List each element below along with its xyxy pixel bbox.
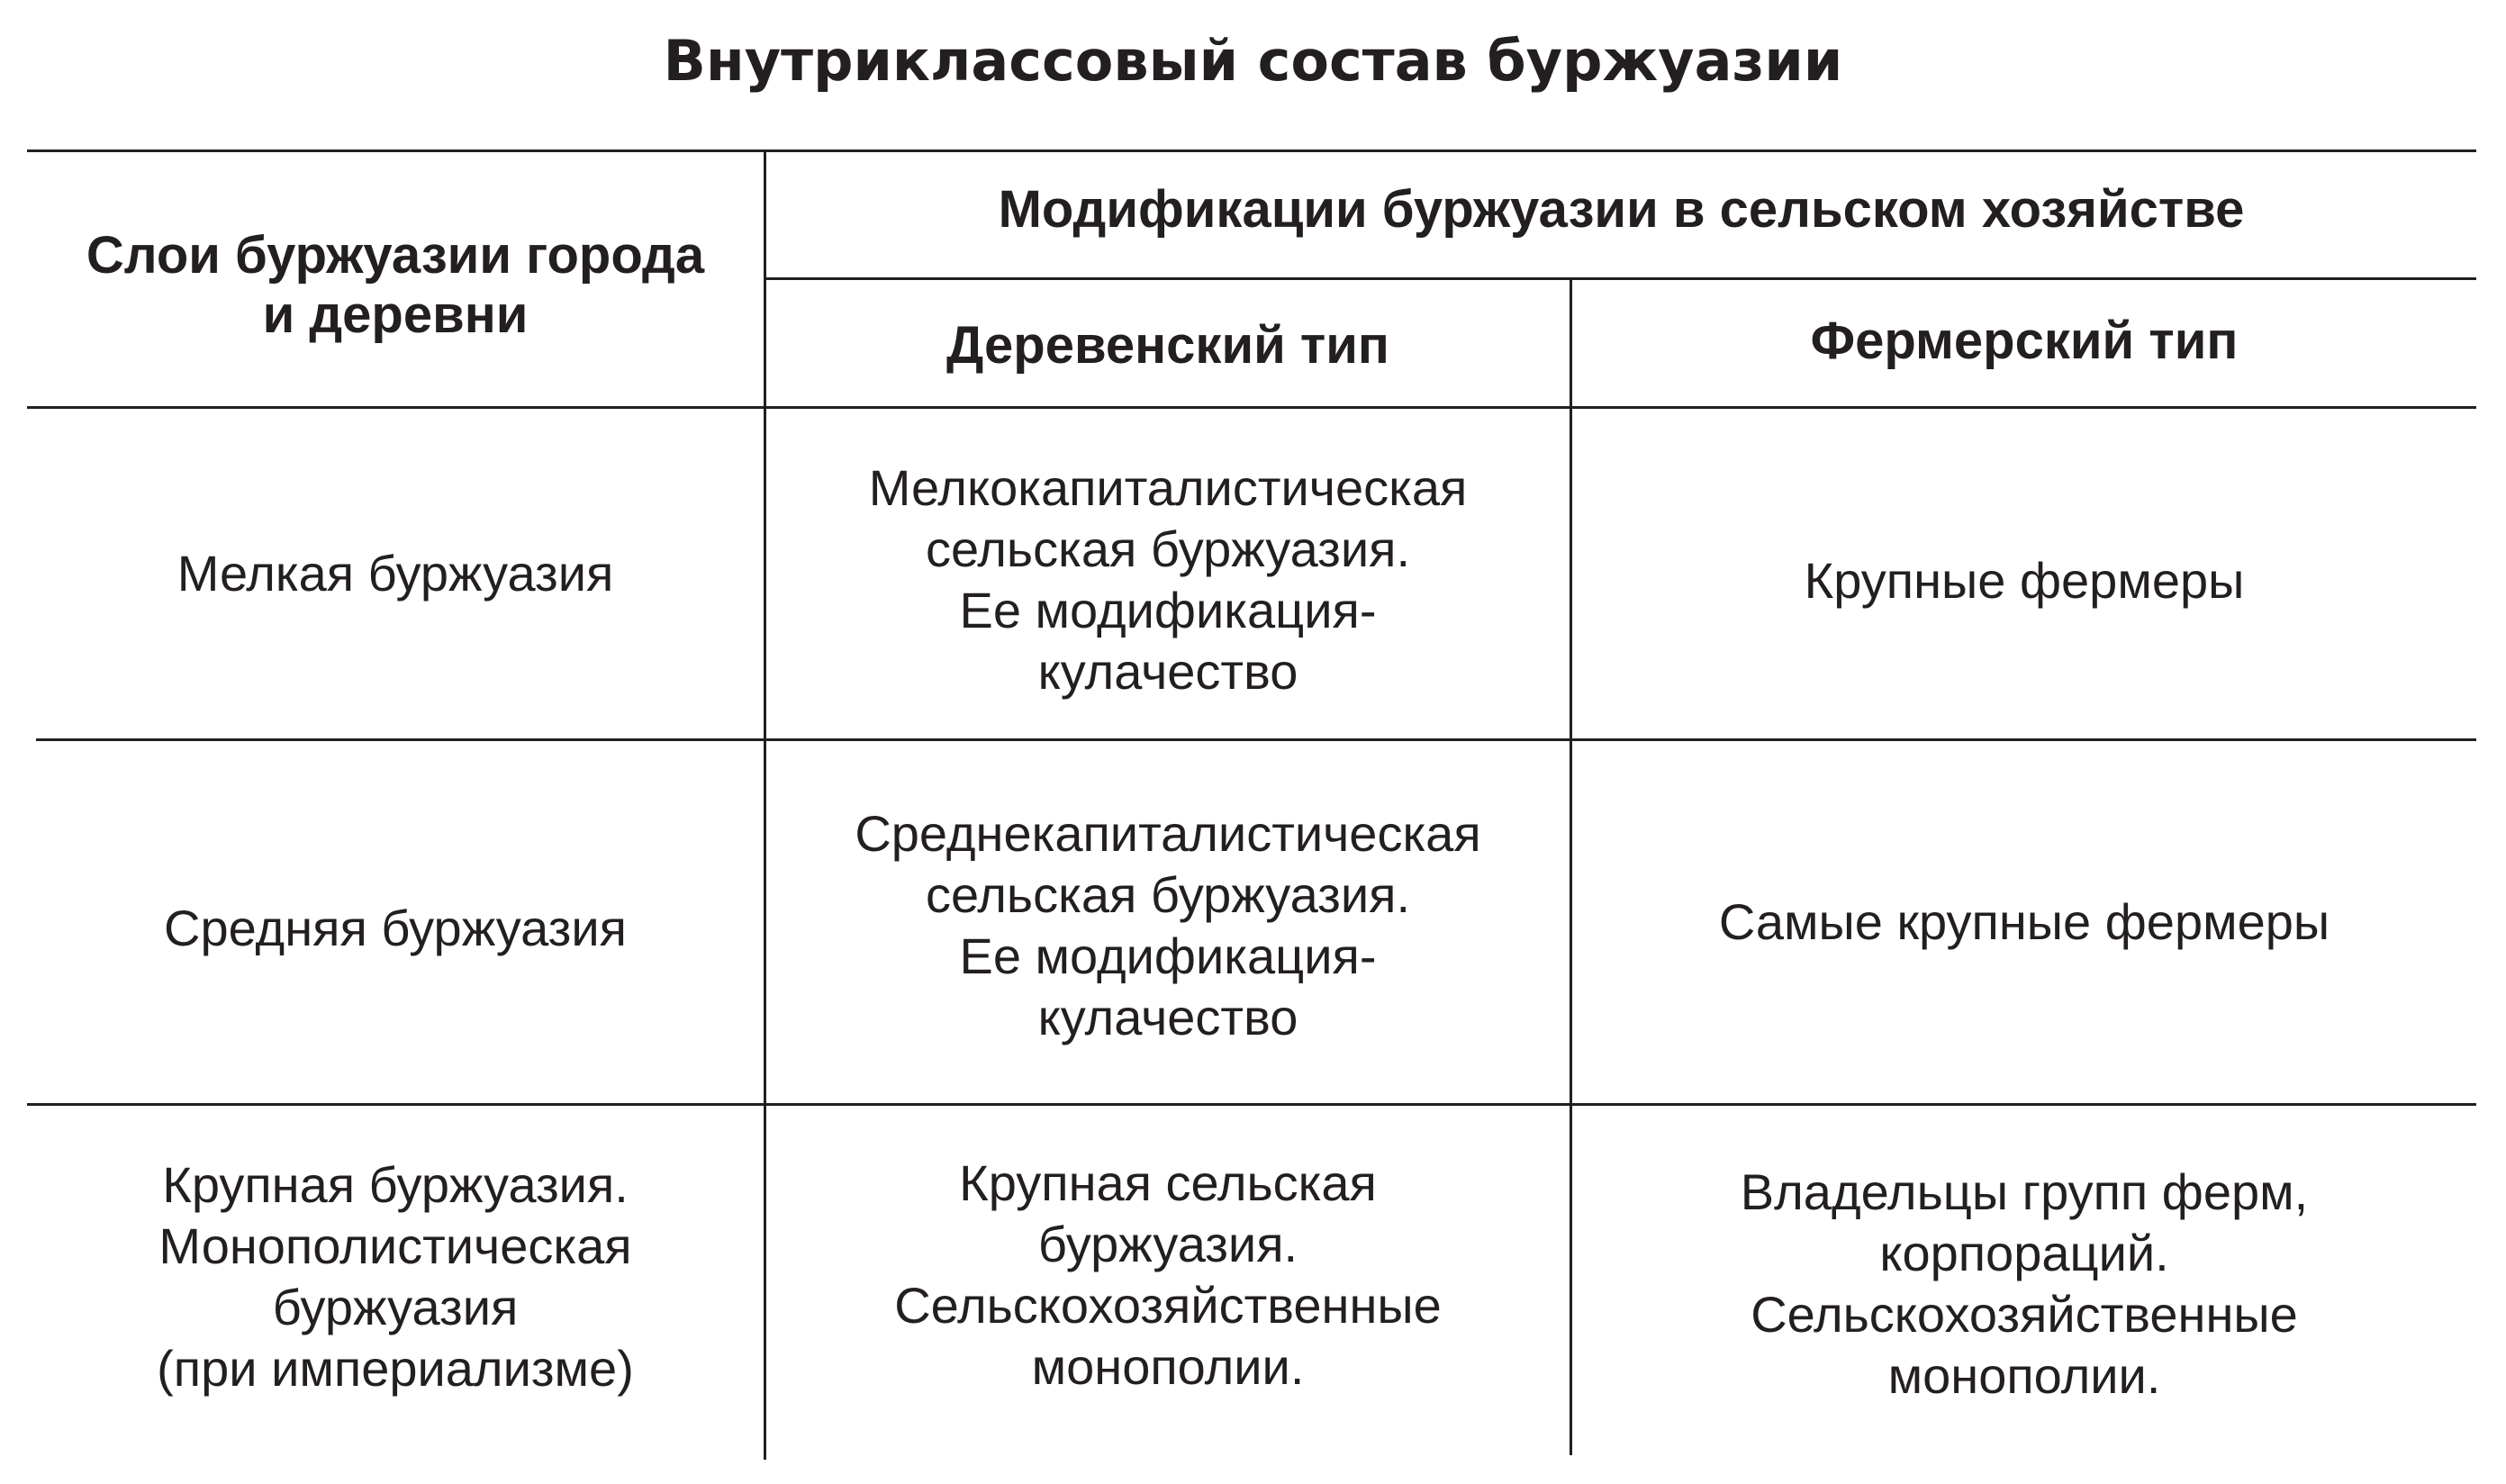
row-3-village-line-1: Крупная сельская — [959, 1154, 1377, 1211]
row-3-farmer-line-2: корпораций. — [1879, 1225, 2169, 1281]
row-1-layer-line-1: Мелкая буржуазия — [176, 545, 614, 602]
row-2-layer-cell — [27, 741, 764, 1103]
header-farmer-type: Фермерский тип — [1810, 312, 2239, 370]
row-2-village-line-4: кулачество — [1037, 989, 1298, 1045]
row-3-layer-line-1: Крупная буржуазия. — [162, 1156, 629, 1213]
row-3-layer-cell — [27, 1106, 764, 1466]
row-2-village-line-2: сельская буржуазия. — [925, 866, 1411, 923]
row-3-village-line-4: монополии. — [1031, 1338, 1305, 1395]
row-1-village-line-4: кулачество — [1037, 643, 1298, 700]
row-1-farmer-line-1: Крупные фермеры — [1804, 552, 2245, 609]
row-3-layer-line-3: буржуазия — [272, 1279, 519, 1335]
header-layers-cell — [27, 149, 764, 406]
header-layers-line-2: и деревни — [262, 285, 529, 344]
header-layers-line-1: Слои буржуазии города — [86, 225, 705, 285]
row-3-layer-line-4: (при империализме) — [157, 1340, 634, 1397]
header-village-type-cell — [766, 280, 1570, 406]
row-1-village-cell — [766, 409, 1570, 738]
header-modifications: Модификации буржуазии в сельском хозяйстве — [998, 180, 2245, 239]
row-1-layer-cell — [27, 409, 764, 738]
row-3-farmer-line-4: монополии. — [1887, 1347, 2161, 1404]
row-2-village-line-3: Ее модификация- — [959, 928, 1377, 984]
table-title: Внутриклассовый состав буржуазии — [663, 28, 1843, 94]
row-1-farmer-cell — [1572, 409, 2476, 738]
row-2-village-line-1: Среднекапиталистическая — [855, 805, 1481, 862]
row-2-layer-line-1: Средняя буржуазия — [164, 900, 627, 956]
row-3-farmer-line-3: Сельскохозяйственные — [1751, 1286, 2298, 1343]
row-1-village-line-3: Ее модификация- — [959, 582, 1377, 638]
header-village-type: Деревенский тип — [946, 316, 1389, 375]
row-1-village-line-1: Мелкокапиталистическая — [868, 459, 1468, 516]
row-3-farmer-line-1: Владельцы групп ферм, — [1740, 1163, 2309, 1220]
row-3-layer-line-2: Монополистическая — [158, 1217, 632, 1274]
header-modifications-cell — [766, 149, 2476, 277]
header-farmer-type-cell — [1572, 280, 2476, 406]
row-3-village-cell — [766, 1106, 1570, 1466]
row-2-farmer-cell — [1572, 741, 2476, 1103]
row-3-village-line-3: Сельскохозяйственные — [894, 1277, 1442, 1334]
row-2-farmer-line-1: Самые крупные фермеры — [1718, 893, 2330, 950]
row-3-village-line-2: буржуазия. — [1037, 1216, 1298, 1272]
row-3-farmer-cell — [1572, 1106, 2476, 1466]
row-2-village-cell — [766, 741, 1570, 1103]
row-1-village-line-2: сельская буржуазия. — [925, 520, 1411, 577]
